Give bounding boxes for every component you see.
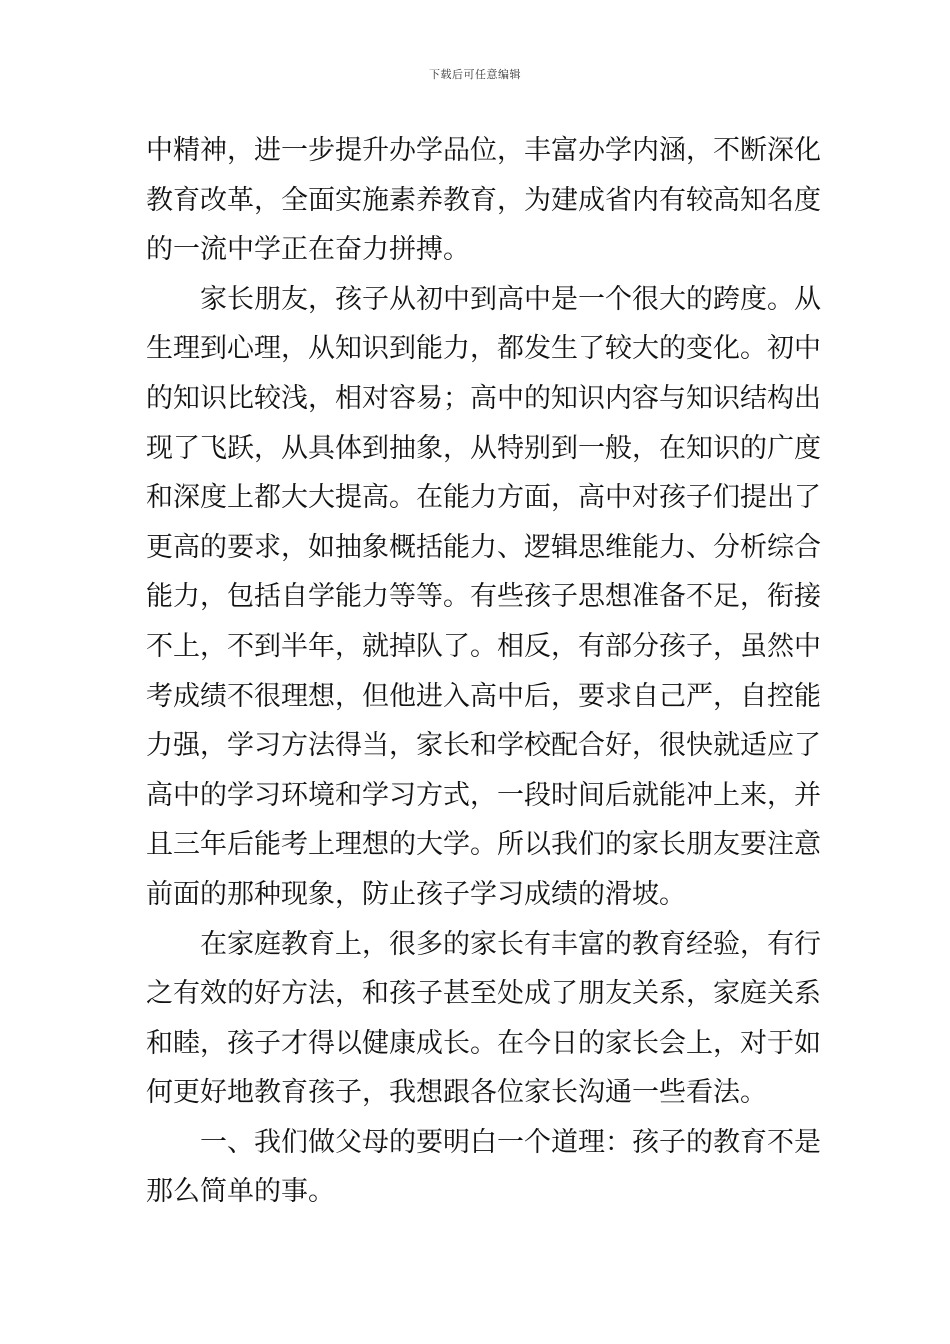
paragraph-4 (146, 1118, 821, 1217)
text-line: 前面的那种现象，防止孩子学习成绩的滑坡。 (146, 878, 686, 910)
page-header: 下载后可任意编辑 (429, 68, 521, 81)
paragraph-2 (146, 275, 821, 920)
text-line: 生理到心理，从知识到能力，都发生了较大的变化。初中 (146, 333, 821, 365)
text-line: 之有效的好方法，和孩子甚至处成了朋友关系，家庭关系 (146, 978, 821, 1010)
text-line: 一、我们做父母的要明白一个道理：孩子的教育不是 (200, 1126, 821, 1158)
paragraph-3 (146, 920, 821, 1118)
text-line: 在家庭教育上，很多的家长有丰富的教育经验，有行 (200, 928, 821, 960)
text-line: 能力，包括自学能力等等。有些孩子思想准备不足，衔接 (146, 581, 821, 613)
paragraph-1 (146, 126, 821, 275)
text-line: 现了飞跃，从具体到抽象，从特别到一般，在知识的广度 (146, 432, 821, 464)
text-line: 的一流中学正在奋力拼搏。 (146, 234, 470, 266)
text-line: 和睦，孩子才得以健康成长。在今日的家长会上，对于如 (146, 1027, 821, 1059)
text-line: 且三年后能考上理想的大学。所以我们的家长朋友要注意 (146, 829, 821, 861)
text-line: 教育改革，全面实施素养教育，为建成省内有较高知名度 (146, 184, 821, 216)
text-line: 的知识比较浅，相对容易；高中的知识内容与知识结构出 (146, 382, 821, 414)
text-line: 何更好地教育孩子，我想跟各位家长沟通一些看法。 (146, 1077, 767, 1109)
text-line: 家长朋友，孩子从初中到高中是一个很大的跨度。从 (200, 283, 821, 315)
text-line: 力强，学习方法得当，家长和学校配合好，很快就适应了 (146, 730, 821, 762)
text-line: 高中的学习环境和学习方式，一段时间后就能冲上来，并 (146, 779, 821, 811)
text-line: 中精神，进一步提升办学品位，丰富办学内涵，不断深化 (146, 135, 821, 166)
document-body (146, 126, 821, 1217)
text-line: 不上，不到半年，就掉队了。相反，有部分孩子，虽然中 (146, 630, 821, 662)
text-line: 和深度上都大大提高。在能力方面，高中对孩子们提出了 (146, 482, 821, 514)
text-line: 那么简单的事。 (146, 1176, 335, 1208)
text-line: 考成绩不很理想，但他进入高中后，要求自己严，自控能 (146, 680, 821, 712)
text-line: 更高的要求，如抽象概括能力、逻辑思维能力、分析综合 (146, 531, 821, 563)
